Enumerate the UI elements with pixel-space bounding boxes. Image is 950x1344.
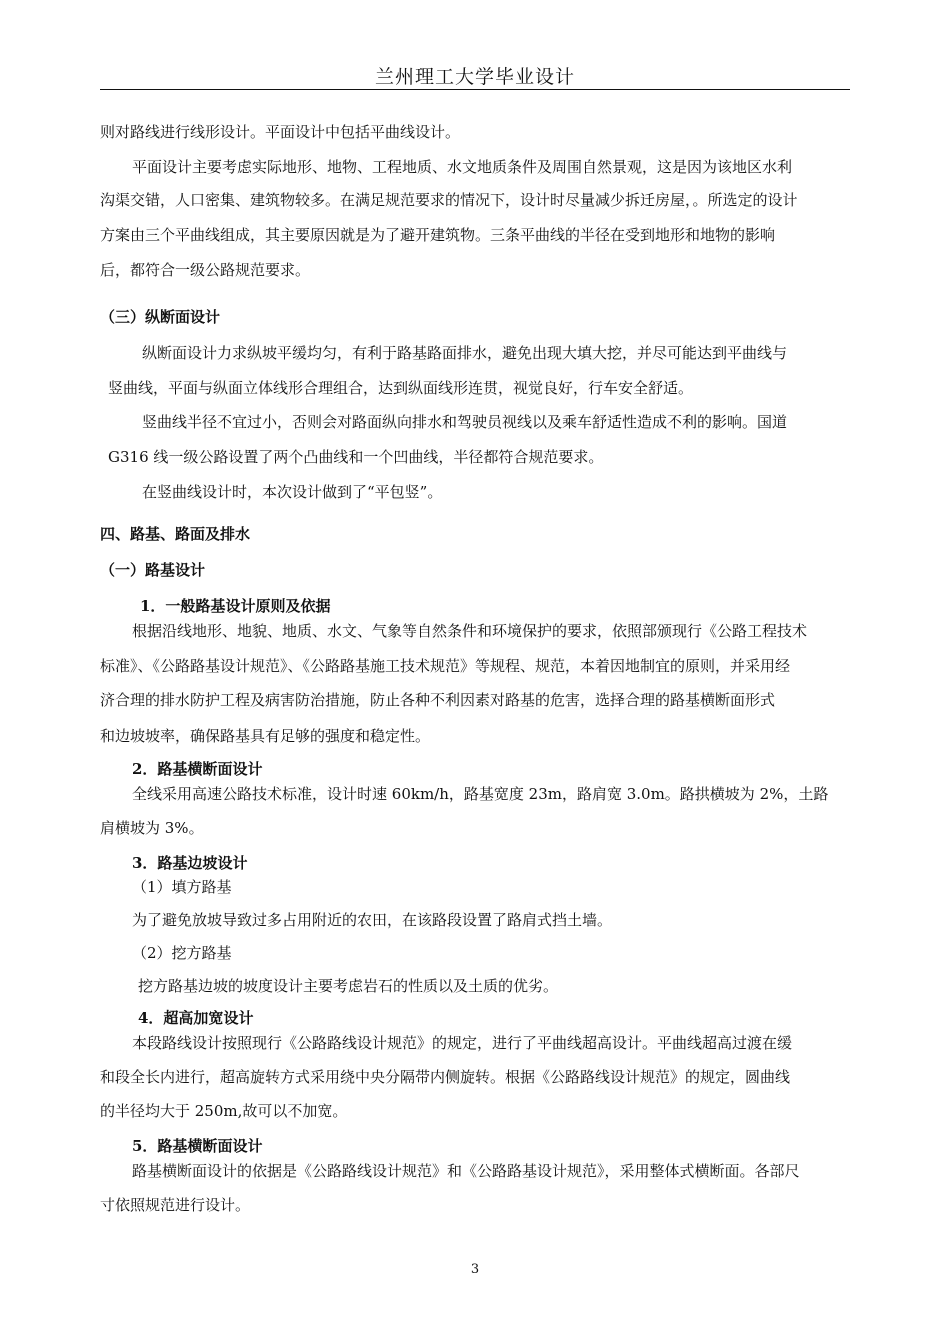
body-line: 和段全长内进行，超高旋转方式采用绕中央分隔带内侧旋转。根据《公路路线设计规范》的规定，圆曲线: [100, 1068, 791, 1086]
body-line: 本段路线设计按照现行《公路路线设计规范》的规定，进行了平曲线超高设计。平曲线超高过渡在缓: [132, 1034, 793, 1052]
body-line: 肩横坡为 3%。: [100, 819, 204, 837]
body-line: 为了避免放坡导致过多占用附近的农田，在该路段设置了路肩式挡土墙。: [132, 911, 613, 929]
body-line: （2）挖方路基: [132, 944, 232, 962]
subsection-heading: 5．路基横断面设计: [132, 1137, 263, 1155]
body-line: 根据沿线地形、地貌、地质、水文、气象等自然条件和环境保护的要求，依照部颁现行《公路工程技术: [132, 622, 808, 640]
body-line: 济合理的排水防护工程及病害防治措施，防止各种不利因素对路基的危害，选择合理的路基横断面形式: [100, 691, 776, 709]
body-line: 挖方路基边坡的坡度设计主要考虑岩石的性质以及土质的优劣。: [138, 977, 559, 995]
header-divider: [100, 89, 850, 90]
section-heading: （三）纵断面设计: [100, 308, 221, 326]
body-line: 竖曲线半径不宜过小，否则会对路面纵向排水和驾驶员视线以及乘车舒适性造成不利的影响。国道: [142, 413, 788, 431]
body-line: 路基横断面设计的依据是《公路路线设计规范》和《公路路基设计规范》，采用整体式横断面。各部尺: [132, 1162, 800, 1180]
body-line: 方案由三个平曲线组成，其主要原因就是为了避开建筑物。三条平曲线的半径在受到地形和地物的影响: [100, 226, 776, 244]
body-line: 标准》、《公路路基设计规范》、《公路路基施工技术规范》等规程、规范，本着因地制宜的原则，并采用经: [100, 657, 791, 675]
body-line: 的半径均大于 250m,故可以不加宽。: [100, 1102, 348, 1120]
body-line: 和边坡坡率，确保路基具有足够的强度和稳定性。: [100, 727, 431, 745]
page-number: 3: [470, 1262, 480, 1277]
body-line: 纵断面设计力求纵坡平缓均匀，有利于路基路面排水，避免出现大填大挖，并尽可能达到平曲线与: [142, 344, 788, 362]
body-line: 平面设计主要考虑实际地形、地物、工程地质、水文地质条件及周围自然景观，这是因为该地区水利: [132, 158, 793, 176]
subsection-heading: 1．一般路基设计原则及依据: [140, 597, 331, 615]
body-line: 寸依照规范进行设计。: [100, 1196, 251, 1214]
subsection-heading: 3．路基边坡设计: [132, 854, 248, 872]
body-line: G316 线一级公路设置了两个凸曲线和一个凹曲线，半径都符合规范要求。: [108, 448, 604, 466]
body-line: 则对路线进行线形设计。平面设计中包括平曲线设计。: [100, 123, 461, 141]
section-heading: （一）路基设计: [100, 561, 206, 579]
page-header-title: 兰州理工大学毕业设计: [374, 66, 575, 88]
subsection-heading: 2．路基横断面设计: [132, 760, 263, 778]
body-line: 在竖曲线设计时，本次设计做到了“平包竖”。: [142, 483, 443, 501]
body-line: 全线采用高速公路技术标准，设计时速 60km/h，路基宽度 23m，路肩宽 3.0m。路拱横坡为 2%，土路: [132, 785, 829, 803]
body-line: （1）填方路基: [132, 878, 232, 896]
chapter-heading: 四、路基、路面及排水: [100, 525, 251, 543]
body-line: 沟渠交错，人口密集、建筑物较多。在满足规范要求的情况下，设计时尽量减少拆迁房屋，。所选定的设计: [100, 191, 798, 209]
body-line: 竖曲线，平面与纵面立体线形合理组合，达到纵面线形连贯，视觉良好，行车安全舒适。: [108, 379, 694, 397]
body-line: 后，都符合一级公路规范要求。: [100, 261, 311, 279]
subsection-heading: 4．超高加宽设计: [138, 1009, 254, 1027]
